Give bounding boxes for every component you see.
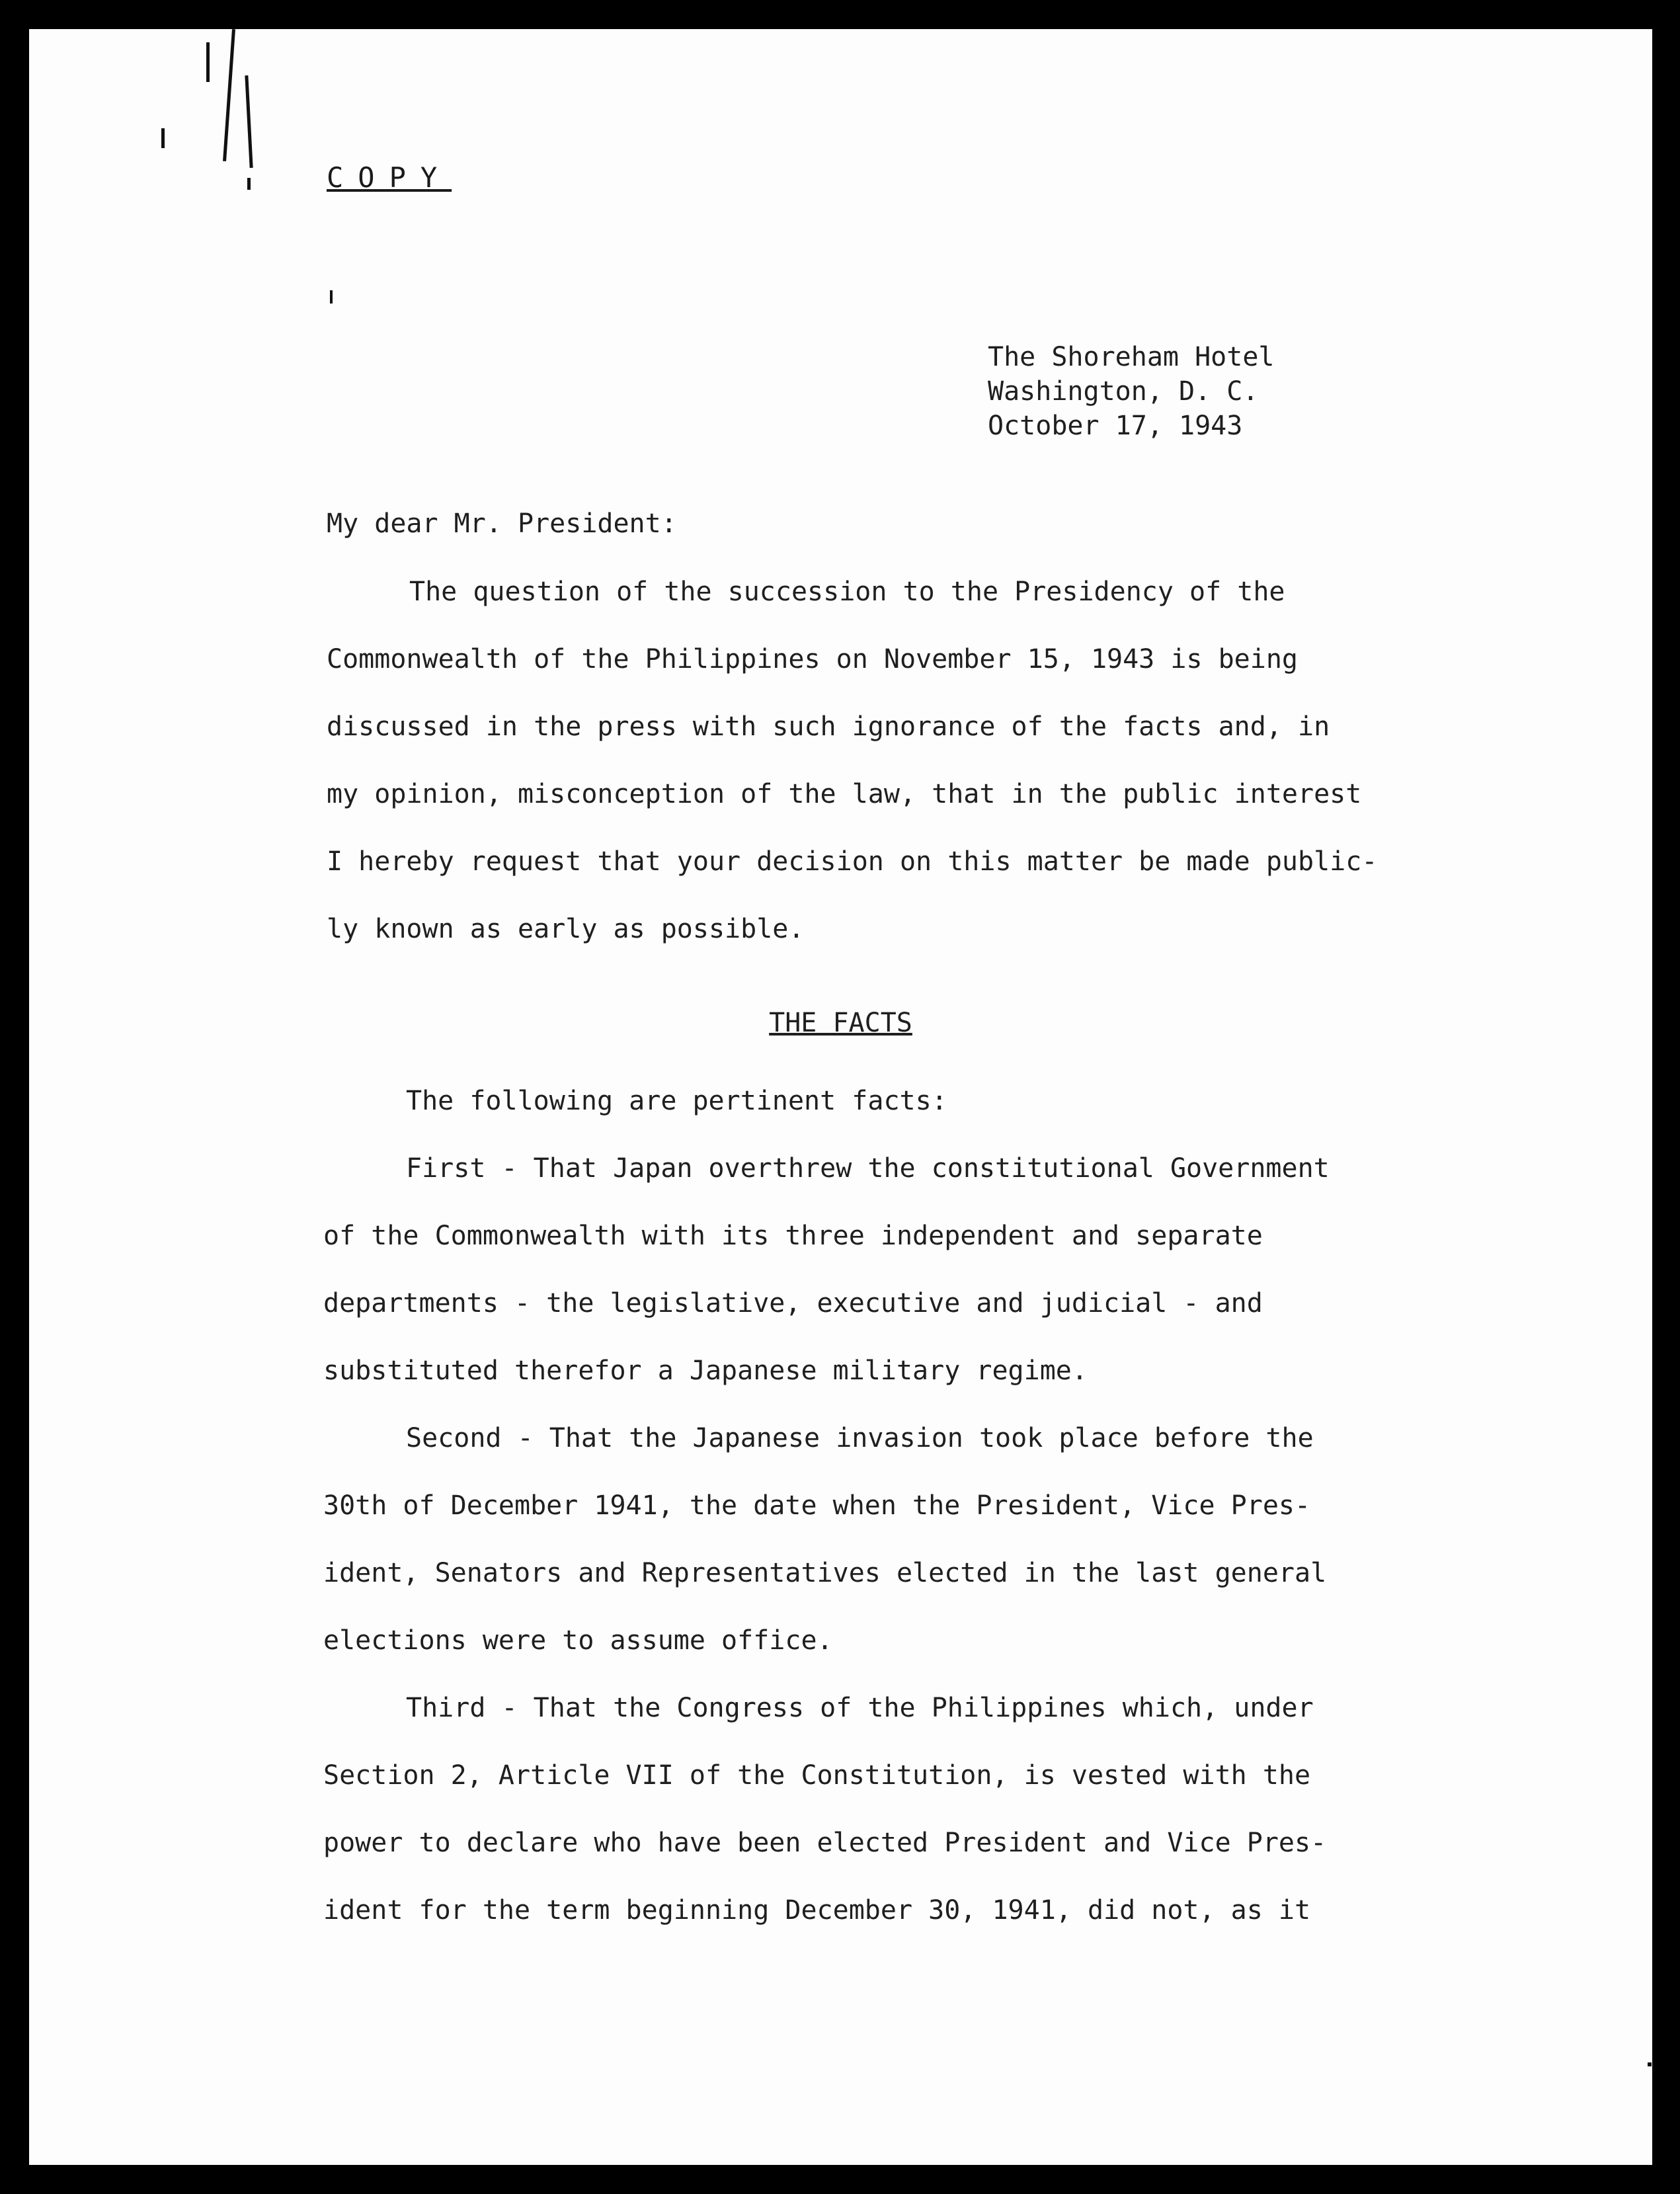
salutation: My dear Mr. President:: [327, 508, 677, 539]
pen-mark-3: [245, 75, 253, 168]
facts-line: Section 2, Article VII of the Constitution, is vested with the: [323, 1760, 1311, 1791]
intro-paragraph: [327, 558, 1537, 963]
facts-line: ident, Senators and Representatives elected in the last general: [323, 1558, 1327, 1588]
facts-line: Second - That the Japanese invasion took place before the: [406, 1423, 1314, 1453]
facts-line: Third - That the Congress of the Philippines which, under: [406, 1693, 1314, 1723]
address-city: Washington, D. C.: [988, 376, 1259, 407]
pen-mark-4: [161, 128, 165, 148]
intro-line: ly known as early as possible.: [327, 914, 805, 944]
facts-heading: THE FACTS: [769, 1008, 912, 1038]
pen-mark-6: [330, 290, 333, 304]
facts-section: [323, 1067, 1533, 1944]
intro-line: Commonwealth of the Philippines on November 15, 1943 is being: [327, 644, 1299, 674]
facts-line: substituted therefor a Japanese military regime.: [323, 1356, 1088, 1386]
facts-line: First - That Japan overthrew the constitutional Government: [406, 1153, 1330, 1184]
facts-line: of the Commonwealth with its three independent and separate: [323, 1221, 1263, 1251]
facts-line: elections were to assume office.: [323, 1625, 833, 1656]
pen-mark-1: [206, 42, 210, 82]
address-date: October 17, 1943: [988, 411, 1243, 441]
facts-line: departments - the legislative, executive and judicial - and: [323, 1288, 1263, 1319]
facts-line: power to declare who have been elected President and Vice Pres-: [323, 1828, 1327, 1858]
facts-line: ident for the term beginning December 30, 1941, did not, as it: [323, 1895, 1311, 1926]
sender-address: [988, 340, 1274, 443]
intro-line: I hereby request that your decision on this matter be made public-: [327, 846, 1378, 877]
facts-line: The following are pertinent facts:: [406, 1086, 947, 1116]
document-page: [29, 29, 1652, 2165]
pen-mark-5: [247, 178, 251, 190]
intro-line: discussed in the press with such ignorance of the facts and, in: [327, 711, 1330, 742]
scan-dot: [1648, 2062, 1652, 2066]
address-hotel: The Shoreham Hotel: [988, 342, 1275, 372]
pen-mark-2: [223, 29, 235, 161]
facts-line: 30th of December 1941, the date when the President, Vice Pres-: [323, 1490, 1311, 1521]
copy-label: COPY: [327, 161, 452, 194]
intro-line: my opinion, misconception of the law, that in the public interest: [327, 779, 1362, 809]
intro-line: The question of the succession to the Presidency of the: [409, 577, 1285, 607]
